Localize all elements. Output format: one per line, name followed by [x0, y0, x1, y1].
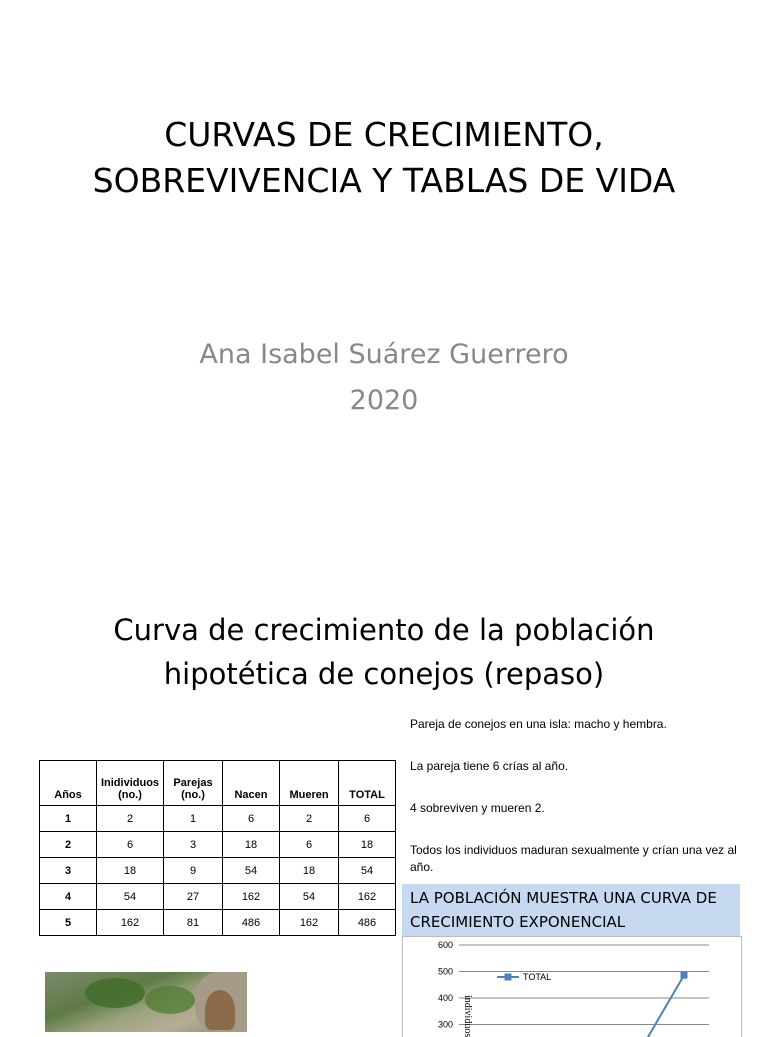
table-cell: 5 — [40, 910, 97, 936]
title-line-2: SOBREVIVENCIA Y TABLAS DE VIDA — [92, 161, 676, 200]
table-row — [40, 806, 396, 832]
table-cell: 162 — [280, 910, 339, 936]
table-cell: 486 — [223, 910, 280, 936]
slide-title — [0, 608, 768, 696]
y-tick-label: 600 — [437, 940, 453, 950]
table-cell: 6 — [97, 832, 164, 858]
author-name: Ana Isabel Suárez Guerrero — [199, 339, 569, 370]
table-header-cell: Inidividuos (no.) — [97, 761, 164, 806]
table-cell: 54 — [280, 884, 339, 910]
y-axis-label: individuos — [462, 995, 473, 1037]
table-header-cell: Parejas (no.) — [164, 761, 223, 806]
callout-line-2: CRECIMIENTO EXPONENCIAL — [410, 913, 626, 931]
presentation-subtitle — [0, 332, 768, 424]
table-cell: 81 — [164, 910, 223, 936]
rabbit-photo — [45, 972, 247, 1032]
table-body — [40, 806, 396, 936]
table-cell: 6 — [280, 832, 339, 858]
table-cell: 27 — [164, 884, 223, 910]
table-cell: 162 — [223, 884, 280, 910]
table-cell: 6 — [339, 806, 396, 832]
table-header-row — [40, 761, 396, 806]
legend-marker-icon — [505, 974, 512, 981]
y-tick-label: 400 — [437, 993, 453, 1003]
table-cell: 4 — [40, 884, 97, 910]
population-table — [39, 760, 396, 936]
table-row — [40, 910, 396, 936]
conclusion-callout — [402, 884, 740, 936]
y-tick-label: 300 — [437, 1019, 453, 1030]
legend-label: TOTAL — [523, 972, 552, 982]
table-cell: 18 — [97, 858, 164, 884]
slide-title-line-2: hipotética de conejos (repaso) — [163, 657, 605, 691]
table-header-cell: TOTAL — [339, 761, 396, 806]
table-cell: 54 — [339, 858, 396, 884]
growth-chart-svg — [403, 937, 741, 1037]
table-cell: 18 — [280, 858, 339, 884]
table-cell: 2 — [40, 832, 97, 858]
table-cell: 18 — [339, 832, 396, 858]
series-line-total — [484, 975, 684, 1037]
note-item: Todos los individuos maduran sexualmente y crían una vez al año. — [410, 843, 737, 874]
table-cell: 6 — [223, 806, 280, 832]
table-cell: 2 — [280, 806, 339, 832]
notes-list — [410, 716, 750, 901]
table-cell: 162 — [339, 884, 396, 910]
presentation-year: 2020 — [349, 385, 419, 416]
growth-chart — [402, 936, 742, 1037]
table-cell: 3 — [164, 832, 223, 858]
table-cell: 9 — [164, 858, 223, 884]
note-item: 4 sobreviven y mueren 2. — [410, 801, 545, 815]
content-slide — [0, 560, 768, 1037]
table-cell: 486 — [339, 910, 396, 936]
table-cell: 162 — [97, 910, 164, 936]
table-cell: 1 — [164, 806, 223, 832]
data-point — [681, 972, 688, 979]
table-cell: 54 — [223, 858, 280, 884]
table-header-cell: Nacen — [223, 761, 280, 806]
table-cell: 54 — [97, 884, 164, 910]
table-header-cell: Años — [40, 761, 97, 806]
note-item: La pareja tiene 6 crías al año. — [410, 759, 569, 773]
table-cell: 2 — [97, 806, 164, 832]
table-header-cell: Mueren — [280, 761, 339, 806]
table-cell: 3 — [40, 858, 97, 884]
table-row — [40, 884, 396, 910]
note-item: Pareja de conejos en una isla: macho y hembra. — [410, 717, 667, 731]
slide-title-line-1: Curva de crecimiento de la población — [113, 613, 655, 647]
title-line-1: CURVAS DE CRECIMIENTO, — [164, 115, 604, 154]
y-tick-label: 500 — [437, 966, 453, 977]
callout-line-1: LA POBLACIÓN MUESTRA UNA CURVA DE — [410, 889, 717, 907]
table-cell: 18 — [223, 832, 280, 858]
presentation-title — [0, 112, 768, 204]
table-row — [40, 832, 396, 858]
table-cell: 1 — [40, 806, 97, 832]
table-row — [40, 858, 396, 884]
